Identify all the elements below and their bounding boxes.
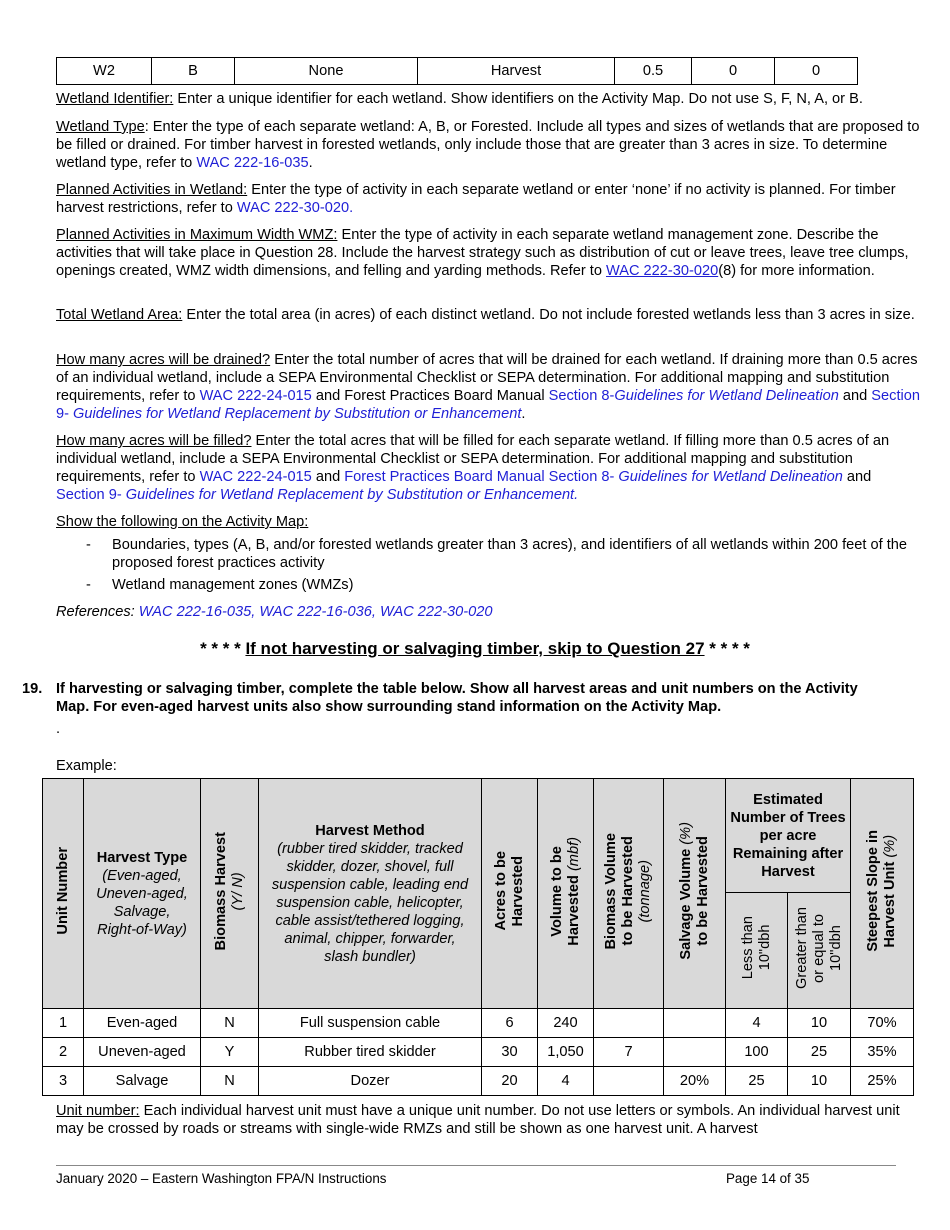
cell-wetland-type: B [152,58,235,85]
section-8-label-2: Forest Practices Board Manual Section 8- [344,469,615,485]
cell-greater: 10 [788,1067,851,1096]
header-steepest-slope [851,779,914,1009]
greater-header-line2: or equal to [810,913,827,983]
planned-activities-label: Planned Activities in Wetland: [56,182,248,198]
cell-slope: 70% [851,1009,914,1038]
question-dot: . [56,721,61,737]
cell-total-area: 0.5 [615,58,692,85]
wac-222-24-015-link[interactable]: WAC 222-24-015 [199,388,312,404]
section-8-label: Section 8- [548,388,615,404]
cell-biomass: N [201,1067,259,1096]
cell-less-than: 100 [726,1038,788,1067]
salvage-header-line2: to be Harvested [694,836,711,946]
example-label: Example: [56,758,117,774]
unit-number-header-text: Unit Number [54,847,71,935]
cell-less-than: 25 [726,1067,788,1096]
cell-biomass-volume: 7 [594,1038,664,1067]
cell-slope: 35% [851,1038,914,1067]
wetland-type-text: : Enter the type of each separate wetland: A, B, or Forested. Include all types and sizes of wetlands that are proposed to be filled or drained. For timber harvest in forested wetlands, only include those that are greater than 3 acres in size. To determine wetland type, refer to [56,119,920,171]
cell-harvest-type: Uneven-aged [84,1038,201,1067]
cell-salvage [664,1038,726,1067]
header-less-than-10 [726,893,788,1009]
biomass-volume-header-line3: (tonnage) [637,859,653,923]
references-label: References: [56,604,139,620]
wac-222-30-020-link-2[interactable]: WAC 222-30-020 [606,263,719,279]
filled-paragraph [56,432,921,504]
cell-unit: 2 [43,1038,84,1067]
header-harvest-type [84,779,201,1009]
footer-page-number: Page 14 of 35 [726,1171,810,1186]
unit-number-label: Unit number: [56,1103,140,1119]
section-9-title: Guidelines for Wetland Replacement by Substitution or Enhancement [68,406,522,422]
cell-acres-drained: 0 [692,58,775,85]
cell-biomass-volume [594,1009,664,1038]
header-greater-equal-10 [788,893,851,1009]
acres-header-line1: Acres to be [492,851,509,931]
cell-greater: 10 [788,1009,851,1038]
wac-222-30-020-link[interactable]: WAC 222-30-020. [236,200,354,216]
slope-header-line1: Steepest Slope in [865,830,881,952]
wetland-identifier-label: Wetland Identifier: [56,91,174,107]
cell-harvest-type: Salvage [84,1067,201,1096]
cell-volume: 4 [538,1067,594,1096]
cell-harvest-type: Even-aged [84,1009,201,1038]
planned-wmz-paragraph [56,226,921,280]
cell-method: Rubber tired skidder [259,1038,482,1067]
planned-wmz-text: Enter the type of activity in each separate wetland management zone. Describe the activities that will take place in Question 28. Include the harvest strategy such as distribution of cut or leave trees, leave tree clumps, openings created, WMZ width dimensions, and felling and yarding methods. Refer to [56,227,909,279]
cell-less-than: 4 [726,1009,788,1038]
cell-salvage: 20% [664,1067,726,1096]
slope-header-line2: Harvest Unit [882,861,898,948]
cell-biomass: N [201,1009,259,1038]
fpbm-section-8-link[interactable] [549,388,839,404]
salvage-header-line1: Salvage Volume [677,848,694,960]
fpbm-section-8-link-2[interactable] [344,469,843,485]
cell-unit: 1 [43,1009,84,1038]
filled-and-2: and [842,469,872,485]
drained-label: How many acres will be drained? [56,352,271,368]
cell-volume: 240 [538,1009,594,1038]
activity-map-list [56,536,916,594]
greater-header-line1: Greater than [793,907,810,989]
cell-biomass-volume [594,1067,664,1096]
show-following-label [56,513,921,531]
biomass-volume-header-line1: Biomass Volume [603,832,619,950]
cell-method: Dozer [259,1067,482,1096]
planned-activities-text: Enter the type of activity in each separate wetland or enter ‘none’ if no activity is planned. For timber harvest restrictions, refer to [56,182,896,216]
stars-right: * * * * [704,639,750,658]
biomass-harvest-header-subtitle: (Y/ N) [229,871,246,911]
volume-header-line1: Volume to be [548,845,565,937]
drained-and: and [838,388,872,404]
volume-header-line2: Harvested [565,874,582,946]
cell-salvage [664,1009,726,1038]
biomass-volume-header-line2: to be Harvested [620,836,636,946]
cell-method: Full suspension cable [259,1009,482,1038]
skip-text: If not harvesting or salvaging timber, skip to Question 27 [245,639,705,658]
cell-biomass: Y [201,1038,259,1067]
stars-left: * * * * [200,639,246,658]
drained-end: . [521,406,526,422]
unit-number-paragraph [56,1102,916,1138]
wetland-identifier-paragraph [56,90,936,108]
harvest-type-header-subtitle: (Even-aged, Uneven-aged, Salvage, Right-of-Way) [96,867,188,938]
filled-text: Enter the total acres that will be filled for each separate wetland. If filling more than 0.5 acres of an individual wetland, include a SEPA Environmental Checklist or SEPA determination. For additional mapping and substitution requirements, refer to [56,433,890,485]
skip-instruction [0,640,950,658]
header-volume [538,779,594,1009]
drained-paragraph [56,351,921,423]
header-biomass-harvest [201,779,259,1009]
header-salvage-volume [664,779,726,1009]
cell-unit: 3 [43,1067,84,1096]
cell-acres: 30 [482,1038,538,1067]
references-paragraph [56,603,921,621]
wac-222-24-015-link-2[interactable]: WAC 222-24-015 [199,469,312,485]
less-than-header-line2: 10"dbh [756,925,773,971]
greater-header-line3: 10"dbh [827,925,844,971]
section-9-label-2: Section 9- [56,487,122,503]
header-estimated-trees: Estimated Number of Trees per acre Remaining after Harvest [726,779,851,893]
cell-greater: 25 [788,1038,851,1067]
volume-header-unit: (mbf) [565,836,582,875]
total-area-text: Enter the total area (in acres) of each distinct wetland. Do not include forested wetlands less than 3 acres in size. [182,307,915,323]
cell-wmz-activity: Harvest [418,58,615,85]
table-row [43,1067,914,1096]
cell-acres: 6 [482,1009,538,1038]
cell-acres-filled: 0 [775,58,858,85]
biomass-harvest-header-title: Biomass Harvest [212,831,229,951]
section-8-title: Guidelines for Wetland Delineation [614,388,839,404]
harvest-example-table [42,778,914,1096]
total-area-paragraph [56,306,921,324]
fpbm-section-9-link-2[interactable] [56,487,578,503]
header-harvest-method [259,779,482,1009]
cell-planned-activity: None [235,58,418,85]
header-unit-number [43,779,84,1009]
cell-acres: 20 [482,1067,538,1096]
filled-and-1: and [311,469,345,485]
harvest-method-header-title: Harvest Method [315,822,425,839]
section-9-title-2: Guidelines for Wetland Replacement by Substitution or Enhancement. [121,487,579,503]
harvest-type-header-title: Harvest Type [96,849,188,866]
wetland-type-label: Wetland Type [56,119,145,135]
question-text: If harvesting or salvaging timber, complete the table below. Show all harvest areas and unit numbers on the Activity Map. For even-aged harvest units also show surrounding stand information on the Activity Map. [56,681,858,715]
table-row [43,1038,914,1067]
planned-wmz-label: Planned Activities in Maximum Width WMZ: [56,227,338,243]
header-acres [482,779,538,1009]
wetland-table-row [56,57,858,85]
planned-wmz-end: (8) for more information. [718,263,875,279]
header-biomass-volume [594,779,664,1009]
drained-text: Enter the total number of acres that will be drained for each wetland. If draining more than 0.5 acres of an individual wetland, include a SEPA Environmental Checklist or SEPA determination. For additional mapping and substitution requirements, refer to [56,352,918,404]
cell-volume: 1,050 [538,1038,594,1067]
footer-left: January 2020 – Eastern Washington FPA/N Instructions [56,1171,387,1186]
question-number: 19. [22,681,43,697]
filled-label: How many acres will be filled? [56,433,252,449]
acres-header-line2: Harvested [509,855,526,927]
unit-number-text: Each individual harvest unit must have a unique unit number. Do not use letters or symbols. An individual harvest unit may be crossed by roads or streams with single-wide RMZs and still be shown as one harvest unit. A harvest [56,1103,900,1137]
wac-222-16-035-link[interactable]: WAC 222-16-035 [196,155,309,171]
section-9-label: Section 9- [56,388,920,422]
show-following-text: Show the following on the Activity Map: [56,514,309,530]
slope-header-unit: (%) [882,834,898,862]
salvage-header-unit: (%) [677,822,694,849]
cell-slope: 25% [851,1067,914,1096]
harvest-method-header-subtitle: (rubber tired skidder, tracked skidder, dozer, shovel, full suspension cable, leading end suspension cable, helicopter, cable assist/tethered logging, animal, chipper, forwarder, slash bundler) [271,840,469,965]
less-than-header-line1: Less than [739,916,756,980]
cell-wetland-id: W2 [57,58,152,85]
references-links[interactable]: WAC 222-16-035, WAC 222-16-036, WAC 222-30-020 [138,604,493,620]
wetland-type-end: . [308,155,313,171]
wetland-type-paragraph [56,118,921,172]
list-item: - Wetland management zones (WMZs) [56,576,916,594]
table-row [43,1009,914,1038]
drained-mid: and Forest Practices Board Manual [311,388,549,404]
list-item: - Boundaries, types (A, B, and/or forested wetlands greater than 3 acres), and identifiers of all wetlands within 200 feet of the proposed forest practices activity [56,536,916,572]
total-area-label: Total Wetland Area: [56,307,183,323]
section-8-title-2: Guidelines for Wetland Delineation [614,469,843,485]
wetland-identifier-text: Enter a unique identifier for each wetland. Show identifiers on the Activity Map. Do not use S, F, N, A, or B. [173,91,863,107]
page-footer [56,1165,896,1186]
planned-activities-paragraph [56,181,921,217]
